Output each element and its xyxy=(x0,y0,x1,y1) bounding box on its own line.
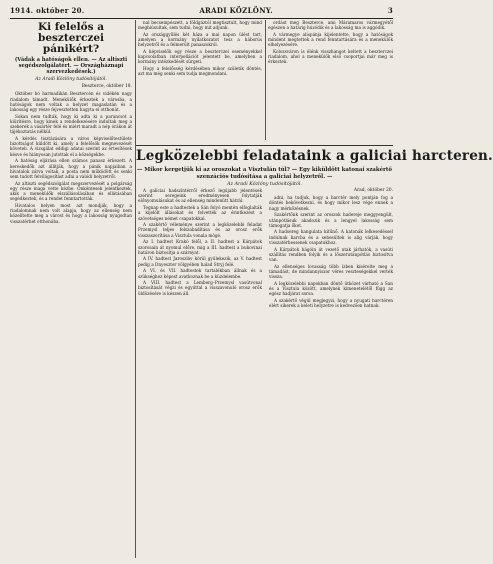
left-article-dateline: Beszterce, október 18. xyxy=(81,84,132,90)
paragraph: A VI. és VII. hadtestek tartalékban állnak és a szükséghez képest avatkoznak be a küzdelembe. xyxy=(138,268,262,279)
left-article-title: Ki felelős a beszterczei pánikért? xyxy=(38,21,104,55)
top-middle-column xyxy=(138,20,262,144)
paragraph: A vármegye alispánja kijelentette, hogy a hatóságok mindent megtettek a rend fenntartására és a menekülők elhelyezésére. xyxy=(268,31,393,48)
paragraph: A kérdés tisztázására a város képviselőtestülete bizottságot küldött ki, amely a felelősök megnevezését követeli. A vizsgálat eddigi adatai szerint az értesítések késve és hiányosan jutottak el a községekbe. xyxy=(10,136,132,157)
left-article-body xyxy=(10,91,132,223)
paragraph: Hivatalos helyen most azt mondják, hogy a riadalomnak nem volt alapja, hogy az ellenség nem közelítette meg a várost és hogy a lakosság nyugodtan visszatérhet otthonába. xyxy=(10,202,132,224)
paragraph: Tegnap este a hadtestek a Sán folyó mentén elfoglalták a kijelölt állásokat és felvették az érintkezést a szövetséges német csapatokkal. xyxy=(138,205,262,221)
header-paper-name: ARADI KÖZLÖNY. xyxy=(199,6,274,15)
paragraph: A szakértő véleménye szerint a legközelebbi feladat Przemysl teljes felszabadítása és az orosz erők visszaszorítása a Visztula vonala mögé. xyxy=(138,222,262,238)
paragraph: Az ellenséges lovasság több ízben kísérelte meg a támadást, de mindannyiszor véres veszteségekkel verték vissza. xyxy=(269,263,393,280)
paragraph: Október hó harmadikán Besztercén és vidékén nagy riadalom támadt. Menekülők érkeztek a városba, a hatóságok nem voltak a helyzet magaslatán és a lakosság egy része fejvesztetten hagyta el otthonát. xyxy=(10,91,132,113)
paragraph: Sokan nem tudták, hogy ki adta ki a parancsot a kiürítésre, hogy kinek a rendelkezésére indultak meg a szekerek a vásártér felé és miért maradt a nép órákon át tájékoztatás nélkül. xyxy=(10,113,132,135)
left-article-subtitle: (Vádak a hatóságok ellen. — Az altiszti segédszolgálatért. — Országháznapi szervezkedések.) xyxy=(14,57,128,75)
paragraph: Az altiszti segédszolgálat megszervezését a polgárság egy része maga vette kézbe. Önkéntesek jelentkeztek, akik a menekülők elszállásolásában és ellátásában segédkeztek, és a rendet fenntartották. xyxy=(10,180,132,202)
big-article-left-column xyxy=(138,188,262,556)
big-article-body xyxy=(138,188,393,558)
paragraph: Szakértőnk szerint az oroszok hadereje meggyengült, utánpótlásuk akadozik és a lengyel lakosság sem támogatja őket. xyxy=(269,212,393,228)
paragraph: Hogy a felelősség kérdésében mikor születik döntés, azt ma még senki sem tudja megmondani. xyxy=(138,66,262,77)
header-date: 1914. október 20. xyxy=(10,6,85,15)
big-article-header xyxy=(136,142,493,190)
page-header xyxy=(10,6,393,19)
big-article-subtitle: — Mikor kergetjük ki az oroszokat a Visztulán túl? — Egy kiküldött katonai szakértő szenzációs tudósítása a galiciai helyzetről. — xyxy=(137,167,392,180)
big-article-byline: Az Aradi Közlöny tudósítójától. xyxy=(227,182,302,187)
paragraph: adni, ha tudjuk, hogy a harctér mely pontján fog a döntés bekövetkezni, és hogy mikor lesz vége ennek a nagy mérkőzésnek. xyxy=(269,195,393,211)
paragraph: A képviselők egy része a beszterczei eseményekkel kapcsolatban interpellációt jelentett be, amelyben a kormány intézkedését sürgeti. xyxy=(138,49,262,65)
top-right-body xyxy=(268,20,393,65)
paragraph: A legközelebbi napokban döntő ütközet várható a San és a Visztula között, amelynek kimenetelétől függ az egész hadjárat sorsa. xyxy=(269,280,393,297)
paragraph: A szakértő végül megjegyzi, hogy a nyugati harctéren elért sikerek a keleti helyzetre is kedvezően hatnak. xyxy=(269,297,393,309)
left-article xyxy=(10,20,132,558)
paragraph: A hadsereg hangulata kitűnő. A katonák lelkesedéssel indulnak harcba és a sebesültek is alig várják, hogy visszatérhessenek csapatukhoz. xyxy=(269,229,393,245)
top-right-column xyxy=(268,20,393,144)
big-article-right-column xyxy=(269,188,393,556)
paragraph: Az I. hadtest Krakó felől, a II. hadtest a Kárpátok szorosain át nyomul előre, míg a III. hadtest a bukovinai határon biztosítja a szárnyat. xyxy=(138,239,262,255)
paragraph: nal becsempészett, a földgáztól megtisztult, hogy mind meghiúsultak, sem tudni, hogy mit adjunk. xyxy=(138,20,262,31)
paragraph: Kolozsváron is élénk visszhangot keltett a beszterczei riadalom, ahol a menekülők első csoportjai már meg is érkeztek. xyxy=(268,49,393,65)
paragraph: A VIII. hadtest a Lemberg–Przemysl vasútvonal biztosítását végzi és egyúttal a visszavonuló orosz erők üldözésére is készen áll. xyxy=(138,280,262,296)
header-page-number: 3 xyxy=(387,6,393,15)
paragraph: A IV. hadtest Jaroszláv körül gyülekezik, az V. hadtest pedig a Dnyeszter völgyében halad Stryj felé. xyxy=(138,256,262,267)
paragraph: A Kárpátok hágóin át vezető utak járhatók, a vasúti szállítás rendben folyik és a lőszerutánpótlás biztosítva van. xyxy=(269,246,393,262)
top-middle-body xyxy=(138,20,262,77)
paragraph: ordást meg Beszterce, ami Máramaros vármegyétől egészen a határig húzódik és a lakosság ma is aggódik. xyxy=(268,20,393,31)
left-article-byline: Az Aradi Közlöny tudósítójától. xyxy=(35,77,107,82)
big-article-title: Legközelebbi feladataink a galiciai harcteren. xyxy=(136,148,493,164)
paragraph: A hatóság eljárása ellen számos panasz érkezett. A kereskedők azt állítják, hogy a pánik napjaiban a hivatalok zárva voltak, a posta nem működött és senki sem tudott felvilágosítást adni a valódi helyzetről. xyxy=(10,158,132,179)
big-article-dateline: Arad, október 20. xyxy=(353,188,393,193)
paragraph: A galíciai hadszíntérről érkező legújabb jelentések szerint seregeink eredményesen folytatják előnyomulásukat és az ellenség mindenütt hátrál. xyxy=(138,188,262,204)
paragraph: Az országgyűlés két háza a mai napon ülést tart, amelyen a kormány nyilatkozatot tesz a háborús helyzetről és a felmerült panaszokról. xyxy=(138,31,262,48)
newspaper-page xyxy=(10,6,493,558)
